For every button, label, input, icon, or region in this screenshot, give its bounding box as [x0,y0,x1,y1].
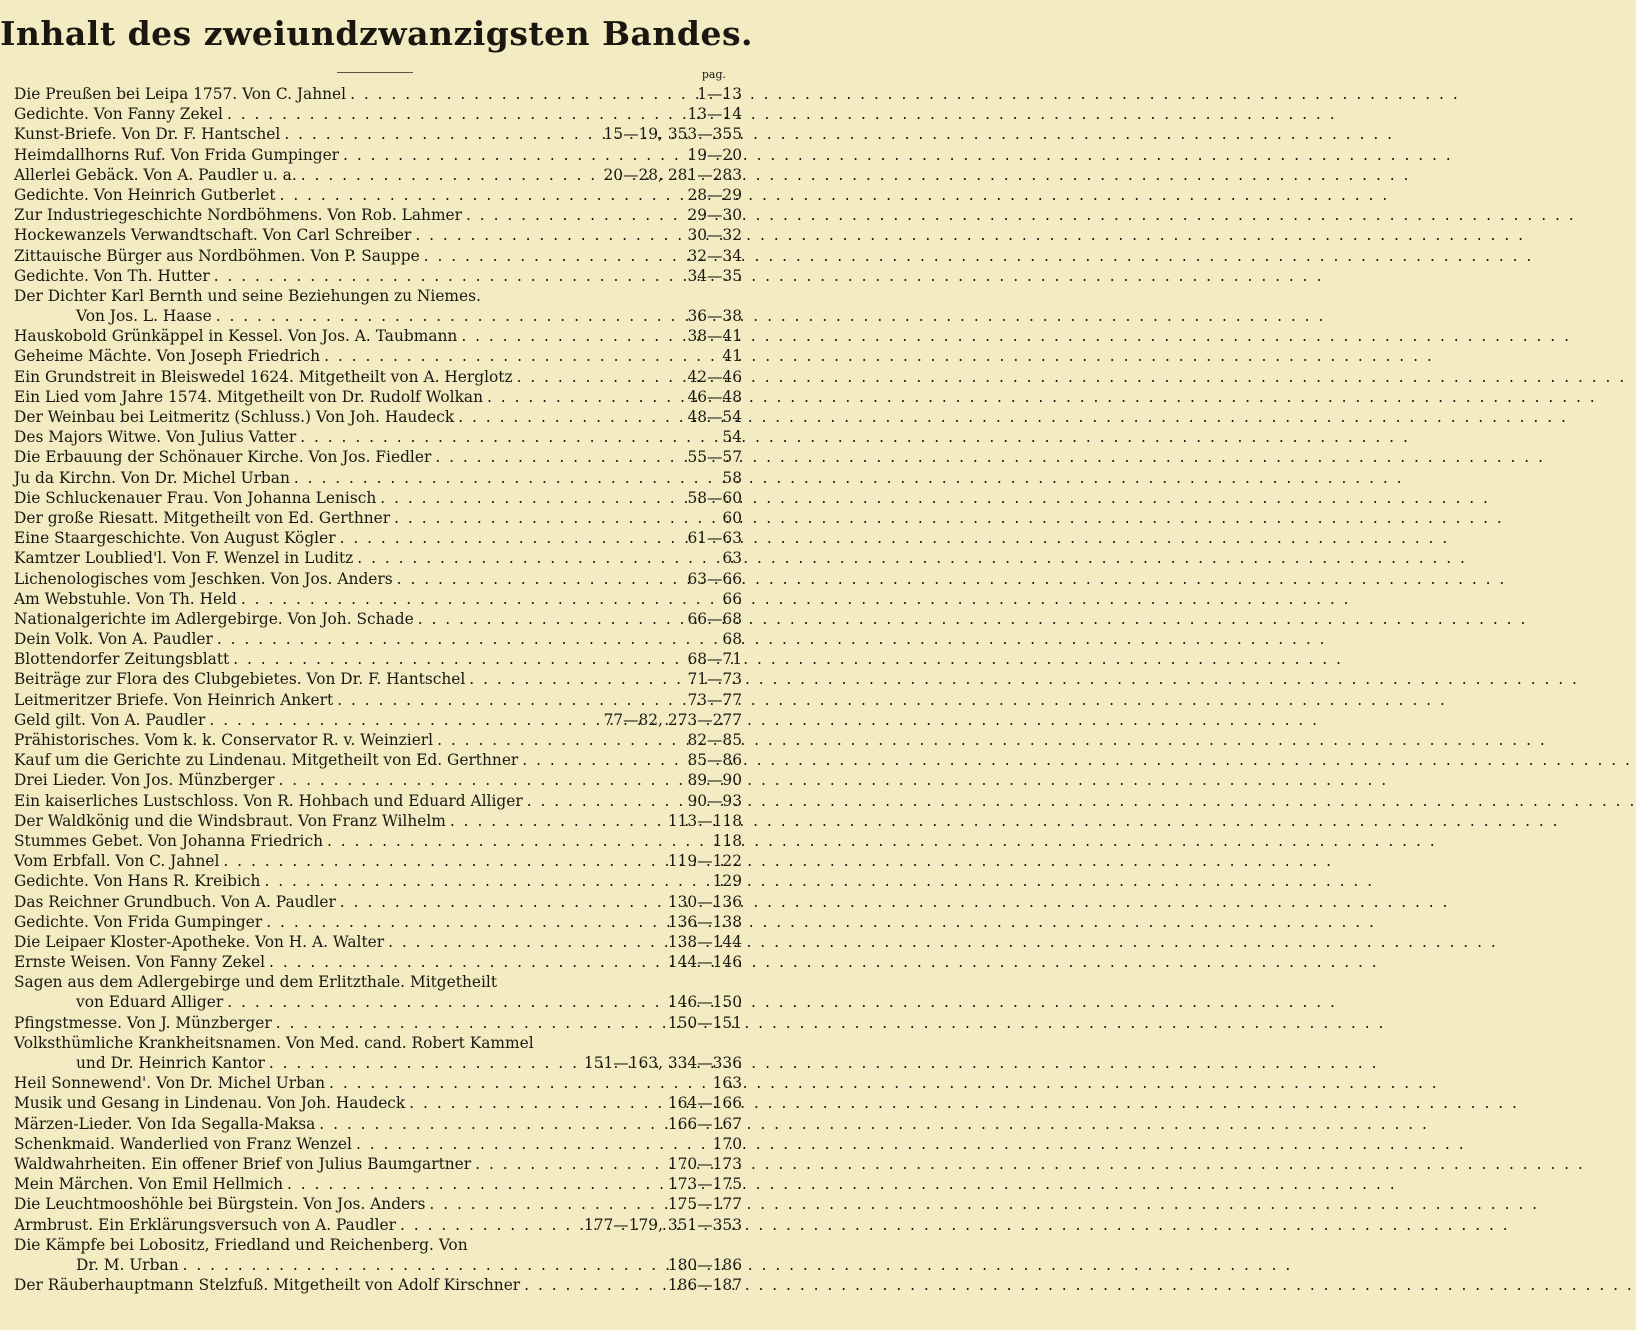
toc-entry-title: Geld gilt. Von A. Paudler [14,710,206,729]
toc-entry [14,367,742,387]
toc-entry-pages: 60 [722,508,742,527]
toc-entry-pages: 55—57 [687,448,742,467]
dot-leader [217,629,719,649]
toc-entry [14,165,742,185]
toc-entry-pages: 41 [722,347,742,366]
toc-entry-title: Kamtzer Loublied'l. Von F. Wenzel in Luditz [14,549,354,568]
toc-entry [14,710,742,730]
dot-leader [418,609,684,629]
table-of-contents [14,84,742,1295]
dot-leader [269,1053,580,1073]
toc-entry [14,104,742,124]
toc-entry [14,972,742,992]
dot-leader [183,1255,664,1275]
toc-entry-pages: 166—167 [667,1114,742,1133]
toc-entry-title: Von Jos. L. Haase [76,307,212,326]
toc-entry-pages: 66—68 [687,609,742,628]
toc-entry-pages: 20—28, 281—283 [603,165,742,184]
toc-entry-pages: 73—77 [687,690,742,709]
toc-entry-pages: 36—38 [687,307,742,326]
toc-entry-title: Heil Sonnewend'. Von Dr. Michel Urban [14,1074,326,1093]
toc-entry-pages: 38—41 [687,327,742,346]
toc-entry-pages: 170 [712,1134,742,1153]
toc-entry-title: Geheime Mächte. Von Joseph Friedrich [14,347,321,366]
toc-entry [14,508,742,528]
toc-entry-title: Die Leipaer Kloster-Apotheke. Von H. A. Walter [14,932,385,951]
toc-entry-title: Der Räuberhauptmann Stelzfuß. Mitgetheilt von Adolf Kirschner [14,1276,521,1295]
dot-leader [223,851,663,871]
toc-entry-pages: 90—93 [687,791,742,810]
toc-entry-title: Eine Staargeschichte. Von August Kögler [14,529,336,548]
dot-leader [276,1013,664,1033]
dot-leader [487,387,683,407]
dot-leader [269,952,664,972]
toc-entry [14,266,742,286]
dot-leader [209,710,599,730]
dot-leader [475,1154,664,1174]
toc-entry [14,811,742,831]
dot-leader [233,649,683,669]
toc-entry-title: Gedichte. Von Hans R. Kreibich [14,872,261,891]
dot-leader [458,407,683,427]
toc-entry-title: Leitmeritzer Briefe. Von Heinrich Ankert [14,690,334,709]
toc-entry-title: Lichenologisches vom Jeschken. Von Jos. Anders [14,569,393,588]
dot-leader [279,770,684,790]
dot-leader [450,811,664,831]
toc-entry [14,649,742,669]
toc-entry-title: Nationalgerichte im Adlergebirge. Von Joh. Schade [14,609,414,628]
toc-entry-title: Dr. M. Urban [76,1255,179,1274]
toc-entry [14,690,742,710]
toc-entry-title: Hauskobold Grünkäppel in Kessel. Von Jos. A. Taubmann [14,327,458,346]
dot-leader [350,84,693,104]
dot-leader [356,1134,709,1154]
dot-leader [424,246,684,266]
toc-entry [14,831,742,851]
dot-leader [227,992,664,1012]
dot-leader [216,306,684,326]
toc-entry [14,1114,742,1134]
dot-leader [397,569,684,589]
toc-entry-title: Armbrust. Ein Erklärungsversuch von A. Paudler [14,1215,397,1234]
toc-entry-title: Gedichte. Von Heinrich Gutberlet [14,185,276,204]
dot-leader [415,225,683,245]
dot-leader [524,1275,664,1295]
dot-leader [319,1114,664,1134]
toc-entry [14,205,742,225]
toc-entry [14,1255,742,1275]
toc-entry-pages: 32—34 [687,246,742,265]
dot-leader [287,1174,664,1194]
toc-entry [14,246,742,266]
toc-entry-pages: 34—35 [687,266,742,285]
toc-entry-pages: 19—20 [687,145,742,164]
toc-entry [14,791,742,811]
dot-leader [324,346,718,366]
toc-entry-pages: 28—29 [687,185,742,204]
toc-entry-title: Stummes Gebet. Von Johanna Friedrich [14,831,323,850]
dot-leader [435,447,683,467]
toc-entry-title: Die Erbauung der Schönauer Kirche. Von Jos. Fiedler [14,448,432,467]
pag-column-label: pag. [701,68,726,81]
toc-entry [14,1013,742,1033]
dot-leader [409,1093,664,1113]
toc-entry [14,1093,742,1113]
dot-leader [461,326,683,346]
toc-entry [14,528,742,548]
toc-entry [14,488,742,508]
toc-entry-title: Die Leuchtmooshöhle bei Bürgstein. Von Jos. Anders [14,1195,426,1214]
toc-entry-pages: 186—187 [667,1276,742,1295]
toc-entry [14,407,742,427]
toc-entry-title: Ju da Kirchn. Von Dr. Michel Urban [14,468,290,487]
toc-entry-title: Des Majors Witwe. Von Julius Vatter [14,428,297,447]
dot-leader [284,124,599,144]
toc-entry [14,306,742,326]
toc-entry-title: Hockewanzels Verwandtschaft. Von Carl Schreiber [14,226,412,245]
toc-entry-pages: 119—122 [667,852,742,871]
toc-entry-pages: 29—30 [687,206,742,225]
toc-entry-title: Gedichte. Von Frida Gumpinger [14,912,263,931]
toc-entry-pages: 61—63 [687,529,742,548]
toc-entry [14,1154,742,1174]
toc-entry-pages: 82—85 [687,731,742,749]
toc-entry [14,346,742,366]
toc-entry [14,912,742,932]
toc-entry-title: Ernste Weisen. Von Fanny Zekel [14,953,266,972]
toc-entry-pages: 63—66 [687,569,742,588]
dot-leader [280,185,684,205]
toc-entry-title: Der Waldkönig und die Windsbraut. Von Franz Wilhelm [14,811,446,830]
toc-entry [14,145,742,165]
toc-entry [14,770,742,790]
toc-entry [14,892,742,912]
toc-entry-title: Beiträge zur Flora des Clubgebietes. Von Dr. F. Hantschel [14,670,466,689]
toc-entry-title: Waldwahrheiten. Ein offener Brief von Julius Baumgartner [14,1154,472,1173]
toc-entry [14,447,742,467]
dot-leader [527,791,684,811]
toc-entry-title: Die Kämpfe bei Lobositz, Friedland und Reichenberg. Von [14,1235,468,1254]
toc-entry [14,225,742,245]
toc-entry-title: Gedichte. Von Fanny Zekel [14,105,223,124]
toc-entry [14,1053,742,1073]
toc-entry-title: Mein Märchen. Von Emil Hellmich [14,1175,283,1194]
toc-entry-title: Die Schluckenauer Frau. Von Johanna Lenisch [14,488,377,507]
toc-entry [14,871,742,891]
toc-entry [14,569,742,589]
dot-leader [227,104,684,124]
toc-entry-pages: 89—90 [687,771,742,790]
toc-entry-title: Ein Lied vom Jahre 1574. Mitgetheilt von Dr. Rudolf Wolkan [14,387,483,406]
toc-entry-title: und Dr. Heinrich Kantor [76,1054,265,1072]
dot-leader [340,528,684,548]
toc-entry-title: Kunst-Briefe. Von Dr. F. Hantschel [14,125,281,144]
toc-entry-title: Prähistorisches. Vom k. k. Conservator R. v. Weinzierl [14,731,434,749]
toc-entry [14,387,742,407]
toc-entry-pages: 180—186 [667,1255,742,1274]
toc-entry-pages: 42—46 [687,367,742,386]
toc-entry [14,851,742,871]
title-rule [337,72,413,73]
toc-entry-pages: 63 [722,549,742,568]
toc-entry-pages: 58—60 [687,488,742,507]
dot-leader [340,892,664,912]
toc-entry [14,669,742,689]
toc-entry-pages: 1—13 [697,85,742,103]
dot-leader [214,266,684,286]
dot-leader [394,508,718,528]
toc-entry-pages: 68—71 [687,650,742,669]
toc-entry-title: Gedichte. Von Th. Hutter [14,266,210,285]
toc-entry-title: Blottendorfer Zeitungsblatt [14,650,230,669]
toc-entry-pages: 113—118 [667,811,742,830]
toc-entry-pages: 138—144 [667,932,742,951]
dot-leader [429,1194,663,1214]
toc-entry-pages: 15—19, 353—355 [603,125,742,144]
toc-entry-title: Ein kaiserliches Lustschloss. Von R. Hohbach und Eduard Alliger [14,791,523,810]
dot-leader [400,1215,580,1235]
toc-entry [14,730,742,750]
toc-entry-pages: 68 [722,630,742,649]
toc-entry [14,932,742,952]
book-page [0,0,754,1330]
toc-entry [14,992,742,1012]
dot-leader [469,669,683,689]
dot-leader [380,488,683,508]
toc-entry-pages: 177—179, 351—353 [583,1215,742,1234]
toc-entry [14,326,742,346]
toc-entry [14,1073,742,1093]
toc-entry-title: Heimdallhorns Ruf. Von Frida Gumpinger [14,145,340,164]
toc-entry-title: Allerlei Gebäck. Von A. Paudler u. a. [14,165,297,184]
toc-entry-pages: 71—73 [687,670,742,689]
toc-entry [14,427,742,447]
dot-leader [466,205,683,225]
toc-entry-pages: 54 [722,428,742,447]
toc-entry-title: Die Preußen bei Leipa 1757. Von C. Jahnel [14,85,347,103]
toc-entry-pages: 85—86 [687,751,742,770]
toc-entry-title: von Eduard Alliger [76,993,224,1012]
toc-entry-title: Kauf um die Gerichte zu Lindenau. Mitgetheilt von Ed. Gerthner [14,751,519,770]
toc-entry-pages: 46—48 [687,387,742,406]
toc-entry [14,629,742,649]
toc-entry-pages: 58 [722,468,742,487]
toc-entry [14,1134,742,1154]
toc-entry-pages: 146—150 [667,993,742,1012]
dot-leader [264,871,708,891]
toc-entry-pages: 170—173 [667,1154,742,1173]
toc-entry [14,1215,742,1235]
toc-entry-pages: 151—163, 334—336 [583,1054,742,1072]
toc-entry [14,185,742,205]
toc-entry [14,548,742,568]
toc-entry-title: Drei Lieder. Von Jos. Münzberger [14,771,275,790]
toc-entry-title: Am Webstuhle. Von Th. Held [14,589,237,608]
toc-entry-title: Ein Grundstreit in Bleiswedel 1624. Mitgetheilt von A. Herglotz [14,367,513,386]
toc-entry-pages: 129 [712,872,742,891]
toc-entry [14,1174,742,1194]
toc-entry [14,952,742,972]
toc-entry-pages: 144—146 [667,953,742,972]
toc-entry-title: Pfingstmesse. Von J. Münzberger [14,1013,272,1032]
toc-entry-pages: 136—138 [667,912,742,931]
toc-entry-pages: 66 [722,589,742,608]
toc-entry-title: Schenkmaid. Wanderlied von Franz Wenzel [14,1134,352,1153]
toc-entry-pages: 163 [712,1074,742,1093]
dot-leader [241,589,719,609]
toc-entry-pages: 130—136 [667,892,742,911]
toc-entry [14,609,742,629]
dot-leader [329,1073,709,1093]
toc-entry-pages: 173—175 [667,1175,742,1194]
toc-entry-title: Das Reichner Grundbuch. Von A. Paudler [14,892,336,911]
toc-entry-title: Dein Volk. Von A. Paudler [14,630,213,649]
dot-leader [300,427,718,447]
toc-entry-title: Zittauische Bürger aus Nordböhmen. Von P. Sauppe [14,246,420,265]
toc-entry-pages: 150—151 [667,1013,742,1032]
toc-entry [14,1194,742,1214]
toc-entry [14,1235,742,1255]
toc-entry [14,589,742,609]
toc-entry-pages: 48—54 [687,408,742,426]
toc-entry-title: Zur Industriegeschichte Nordböhmens. Von Rob. Lahmer [14,206,463,225]
dot-leader [266,912,664,932]
toc-entry [14,1033,742,1053]
dot-leader [437,730,683,750]
toc-entry-title: Der Weinbau bei Leitmeritz (Schluss.) Von Joh. Haudeck [14,408,455,426]
dot-leader [388,932,664,952]
toc-entry-pages: 77—82, 273—277 [603,710,742,729]
toc-entry-title: Musik und Gesang in Lindenau. Von Joh. Haudeck [14,1094,406,1113]
dot-leader [522,750,683,770]
toc-entry [14,468,742,488]
dot-leader [327,831,709,851]
page-title: Inhalt des zweiundzwanzigsten Bandes. [0,14,754,53]
toc-entry-title: Sagen aus dem Adlergebirge und dem Erlitzthale. Mitgetheilt [14,973,498,992]
toc-entry-title: Vom Erbfall. Von C. Jahnel [14,852,220,871]
toc-entry [14,286,742,306]
toc-entry-title: Der große Riesatt. Mitgetheilt von Ed. Gerthner [14,508,391,527]
toc-entry-pages: 175—177 [667,1195,742,1214]
toc-entry-pages: 118 [712,831,742,850]
dot-leader [337,690,683,710]
dot-leader [294,468,719,488]
dot-leader [301,165,600,185]
toc-entry-title: Der Dichter Karl Bernth und seine Beziehungen zu Niemes. [14,286,481,305]
toc-entry [14,124,742,144]
toc-entry-pages: 13—14 [687,105,742,124]
toc-entry [14,84,742,104]
dot-leader [357,548,718,568]
toc-entry-title: Volksthümliche Krankheitsnamen. Von Med. cand. Robert Kammel [14,1033,534,1052]
toc-entry-pages: 30—32 [687,226,742,245]
toc-entry-pages: 164—166 [667,1094,742,1113]
dot-leader [517,367,684,387]
dot-leader [343,145,683,165]
toc-entry-title: Märzen-Lieder. Von Ida Segalla-Maksa [14,1114,316,1133]
toc-entry [14,750,742,770]
toc-entry [14,1275,742,1295]
